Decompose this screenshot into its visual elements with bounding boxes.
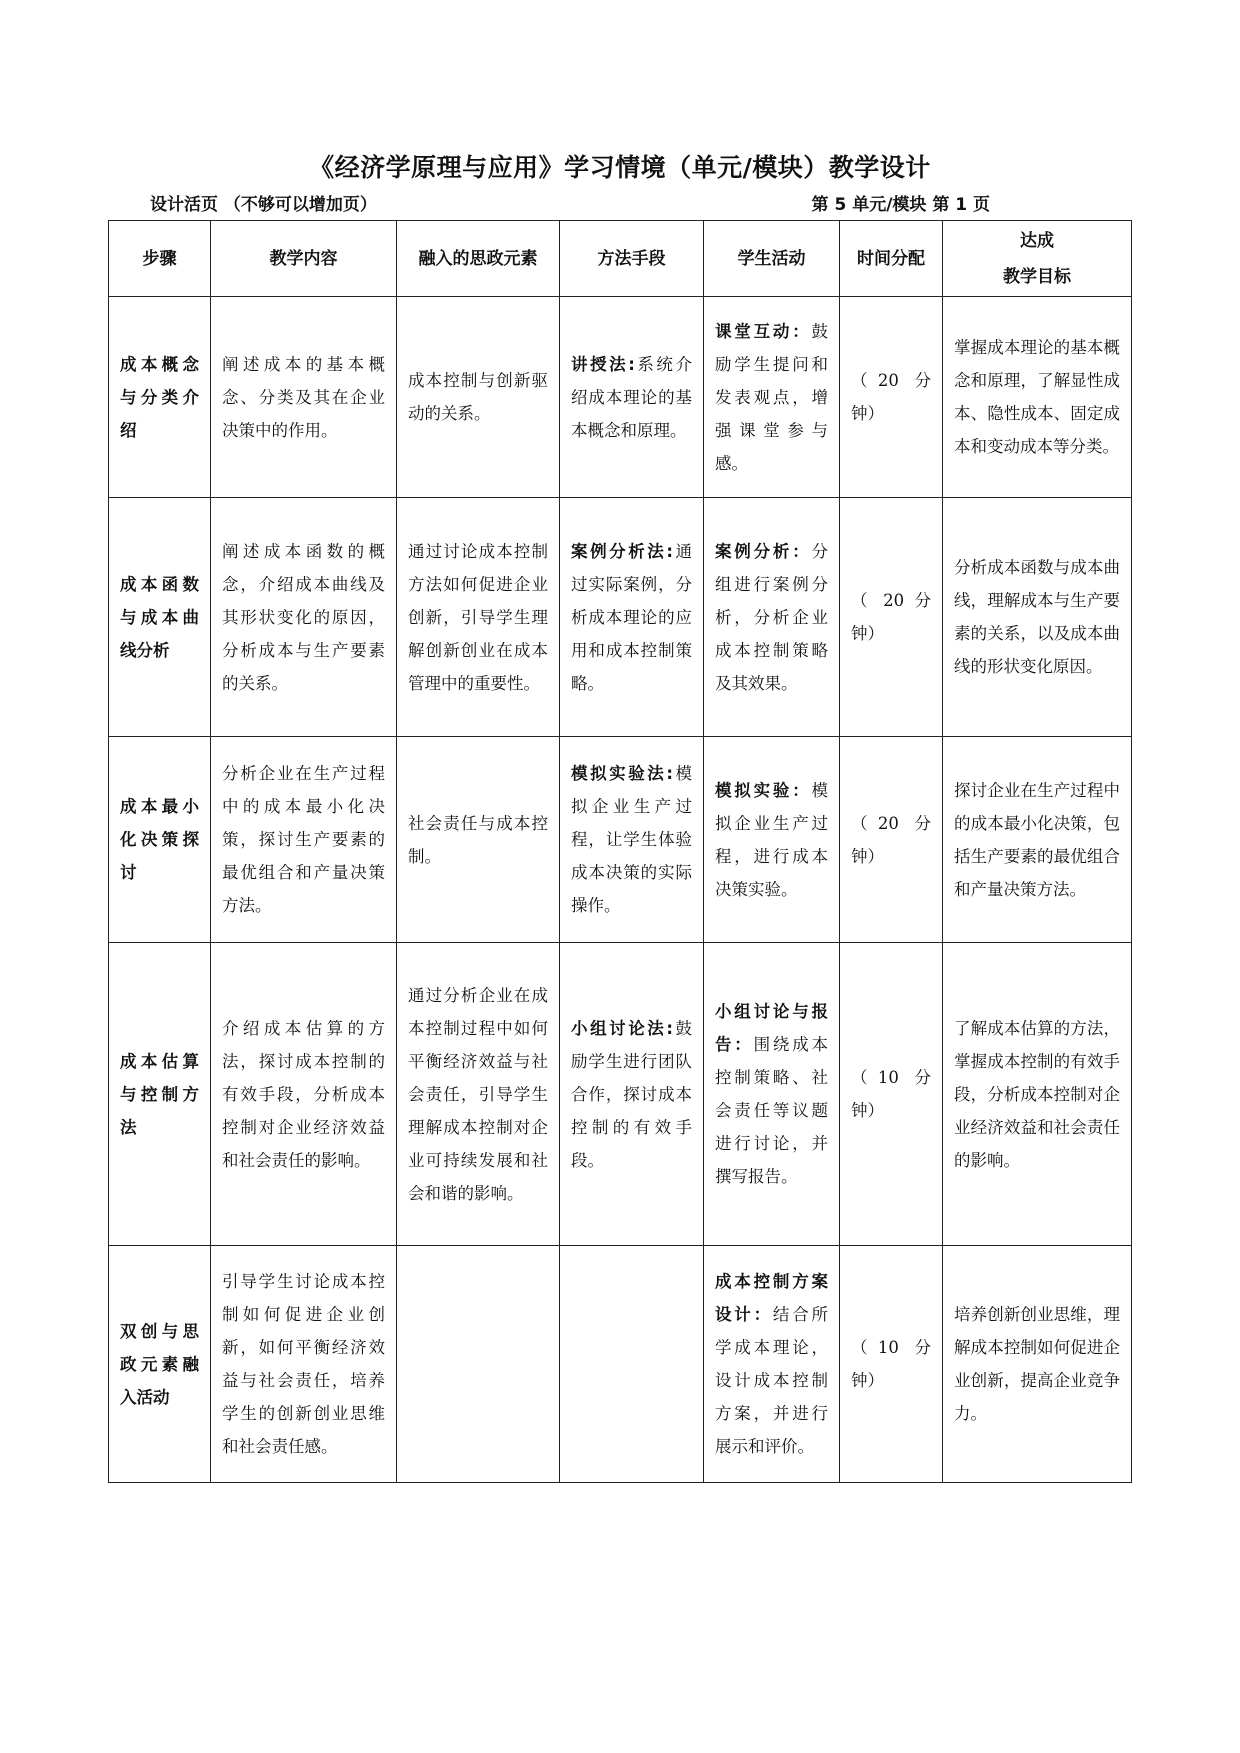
- document-title: 《经济学原理与应用》学习情境（单元/模块）教学设计: [309, 153, 931, 182]
- header-method: 方法手段: [560, 221, 704, 297]
- row-time: （20 分钟）: [840, 737, 943, 943]
- row-ideology: 社会责任与成本控制。: [397, 737, 560, 943]
- header-activity: 学生活动: [704, 221, 840, 297]
- row-activity: [704, 943, 840, 1246]
- method-text: 模拟企业生产过程，让学生体验成本决策的实际操作。: [571, 764, 693, 915]
- row-method: [560, 737, 704, 943]
- activity-text: 围绕成本控制策略、社会责任等议题进行讨论，并撰写报告。: [715, 1035, 829, 1186]
- header-time: 时间分配: [840, 221, 943, 297]
- header-goal: [943, 221, 1132, 297]
- method-text: 系统介绍成本理论的基本概念和原理。: [571, 354, 692, 440]
- row-content: 介绍成本估算的方法，探讨成本控制的有效手段，分析成本控制对企业经济效益和社会责任的影响。: [211, 943, 397, 1246]
- activity-text: 模拟企业生产过程，进行成本决策实验。: [715, 780, 828, 899]
- method-text: 鼓励学生进行团队合作，探讨成本控制的有效手段。: [571, 1018, 693, 1170]
- row-goal: 培养创新创业思维，理解成本控制如何促进企业创新，提高企业竞争力。: [943, 1246, 1132, 1483]
- row-method: [560, 297, 704, 498]
- table-row: [109, 1246, 1132, 1483]
- table-row: [109, 737, 1132, 943]
- header-content: 教学内容: [211, 221, 397, 297]
- row-activity: [704, 297, 840, 498]
- subtitle-left: 设计活页 （不够可以增加页）: [150, 195, 377, 215]
- method-lead: 小组讨论法:: [571, 1018, 673, 1038]
- activity-lead: 案例分析：: [715, 541, 812, 561]
- row-step: 成本函数与成本曲线分析: [109, 498, 211, 737]
- row-activity: [704, 737, 840, 943]
- header-step: 步骤: [109, 221, 211, 297]
- activity-lead: 成本控制方案设计：: [715, 1272, 828, 1324]
- row-activity: [704, 498, 840, 737]
- table-row: [109, 297, 1132, 498]
- activity-lead: 小组讨论与报告：: [715, 1002, 828, 1054]
- row-method: [560, 498, 704, 737]
- header-goal-line1: 达成: [1020, 230, 1054, 251]
- row-ideology: 成本控制与创新驱动的关系。: [397, 297, 560, 498]
- activity-lead: 课堂互动：: [715, 321, 812, 341]
- row-content: 阐述成本的基本概念、分类及其在企业决策中的作用。: [211, 297, 397, 498]
- row-step: 成本最小化决策探讨: [109, 737, 211, 943]
- method-lead: 讲授法:: [571, 354, 635, 374]
- activity-text: 鼓励学生提问和发表观点，增强课堂参与感。: [715, 321, 828, 473]
- teaching-design-table: [108, 220, 1132, 1483]
- row-time: （ 20 分钟）: [840, 498, 943, 737]
- activity-lead: 模拟实验：: [715, 780, 812, 800]
- method-lead: 案例分析法:: [571, 541, 673, 561]
- row-goal: 了解成本估算的方法，掌握成本控制的有效手段，分析成本控制对企业经济效益和社会责任的影响。: [943, 943, 1132, 1246]
- table-header-row: [109, 221, 1132, 297]
- row-time: （10 分钟）: [840, 943, 943, 1246]
- row-goal: 分析成本函数与成本曲线，理解成本与生产要素的关系，以及成本曲线的形状变化原因。: [943, 498, 1132, 737]
- method-text: 通过实际案例，分析成本理论的应用和成本控制策略。: [571, 541, 693, 693]
- row-content: 引导学生讨论成本控制如何促进企业创新，如何平衡经济效益与社会责任，培养学生的创新创业思维和社会责任感。: [211, 1246, 397, 1483]
- row-ideology: [397, 1246, 560, 1483]
- row-step: 双创与思政元素融入活动: [109, 1246, 211, 1483]
- row-method: [560, 943, 704, 1246]
- activity-text: 分组进行案例分析，分析企业成本控制策略及其效果。: [715, 541, 828, 693]
- subtitle-right: 第 5 单元/模块 第 1 页: [811, 195, 990, 215]
- row-goal: 掌握成本理论的基本概念和原理，了解显性成本、隐性成本、固定成本和变动成本等分类。: [943, 297, 1132, 498]
- row-content: 分析企业在生产过程中的成本最小化决策，探讨生产要素的最优组合和产量决策方法。: [211, 737, 397, 943]
- row-ideology: 通过分析企业在成本控制过程中如何平衡经济效益与社会责任，引导学生理解成本控制对企业可持续发展和社会和谐的影响。: [397, 943, 560, 1246]
- header-goal-line2: 教学目标: [1003, 266, 1071, 287]
- row-goal: 探讨企业在生产过程中的成本最小化决策，包括生产要素的最优组合和产量决策方法。: [943, 737, 1132, 943]
- row-content: 阐述成本函数的概念，介绍成本曲线及其形状变化的原因，分析成本与生产要素的关系。: [211, 498, 397, 737]
- row-ideology: 通过讨论成本控制方法如何促进企业创新，引导学生理解创新创业在成本管理中的重要性。: [397, 498, 560, 737]
- row-method: [560, 1246, 704, 1483]
- row-step: 成本估算与控制方法: [109, 943, 211, 1246]
- method-lead: 模拟实验法:: [571, 764, 673, 783]
- row-activity: [704, 1246, 840, 1483]
- activity-text: 结合所学成本理论，设计成本控制方案，并进行展示和评价。: [715, 1305, 829, 1456]
- header-ideology: 融入的思政元素: [397, 221, 560, 297]
- row-step: 成本概念与分类介绍: [109, 297, 211, 498]
- table-row: [109, 498, 1132, 737]
- row-time: （10 分钟）: [840, 1246, 943, 1483]
- table-row: [109, 943, 1132, 1246]
- row-time: （20 分钟）: [840, 297, 943, 498]
